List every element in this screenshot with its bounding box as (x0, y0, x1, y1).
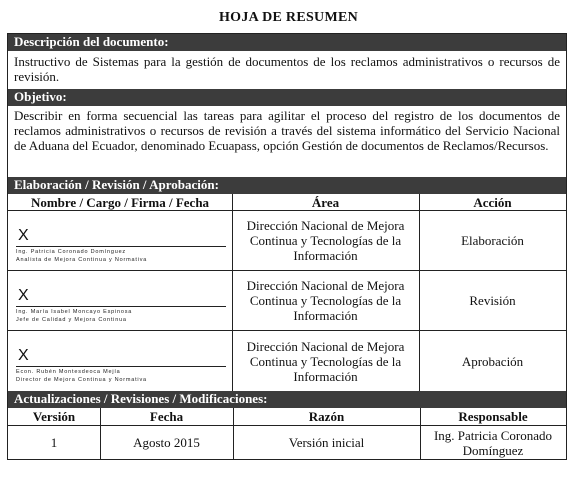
page-title: HOJA DE RESUMEN (218, 10, 359, 25)
descripcion-text: Instructivo de Sistemas para la gestión de documentos de los reclamos administrativos o recursos de revisión. (14, 54, 560, 84)
col-accion: Acción (473, 194, 512, 210)
col-fecha: Fecha (149, 409, 184, 424)
signature-block (8, 211, 232, 270)
objetivo-header: Objetivo: (8, 89, 566, 106)
razon-cell: Versión inicial (288, 435, 365, 450)
version-cell: 1 (50, 435, 58, 450)
signature-block (8, 331, 232, 391)
signature-mark: X (18, 227, 29, 244)
signer-name: Ing. María Isabel Moncayo Espinosa (16, 309, 133, 315)
signature-mark: X (18, 287, 29, 304)
signer-role: Jefe de Calidad y Mejora Continua (16, 317, 127, 323)
accion-cell: Elaboración (461, 233, 524, 248)
elaboracion-header: Elaboración / Revisión / Aprobación: (8, 177, 566, 194)
area-cell: Dirección Nacional de Mejora Continua y Tecnologías de la Información (246, 218, 405, 263)
signer-name: Econ. Rubén Montesdeoca Mejía (16, 369, 121, 375)
responsable-cell: Ing. Patricia Coronado Domínguez (433, 427, 553, 458)
col-razon: Razón (308, 409, 345, 424)
descripcion-header: Descripción del documento: (8, 34, 566, 51)
signature-block (8, 271, 232, 330)
actualizaciones-header: Actualizaciones / Revisiones / Modificaciones: (8, 391, 566, 408)
signer-role: Analista de Mejora Continua y Normativa (16, 257, 148, 263)
signer-name: Ing. Patricia Coronado Domínguez (16, 249, 126, 255)
col-area: Área (311, 194, 340, 210)
col-nombre: Nombre / Cargo / Firma / Fecha (30, 194, 210, 210)
objetivo-text: Describir en forma secuencial las tareas para agilitar el proceso del registro de los documentos de reclamos administrativos o recursos de revisión a través del sistema informático del Servicio Nacional de Aduana del Ecuador, denominado Ecuapass, opción Gestión de documentos de Reclamos/Recursos. (14, 108, 560, 153)
col-responsable: Responsable (458, 409, 528, 424)
col-version: Versión (32, 409, 76, 424)
accion-cell: Revisión (469, 293, 516, 308)
summary-sheet (7, 33, 567, 460)
signature-mark: X (18, 347, 29, 364)
accion-cell: Aprobación (461, 353, 524, 369)
area-cell: Dirección Nacional de Mejora Continua y Tecnologías de la Información (246, 278, 405, 323)
area-cell: Dirección Nacional de Mejora Continua y Tecnologías de la Información (246, 338, 405, 384)
signer-role: Director de Mejora Continua y Normativa (16, 377, 147, 383)
fecha-cell: Agosto 2015 (133, 435, 200, 450)
